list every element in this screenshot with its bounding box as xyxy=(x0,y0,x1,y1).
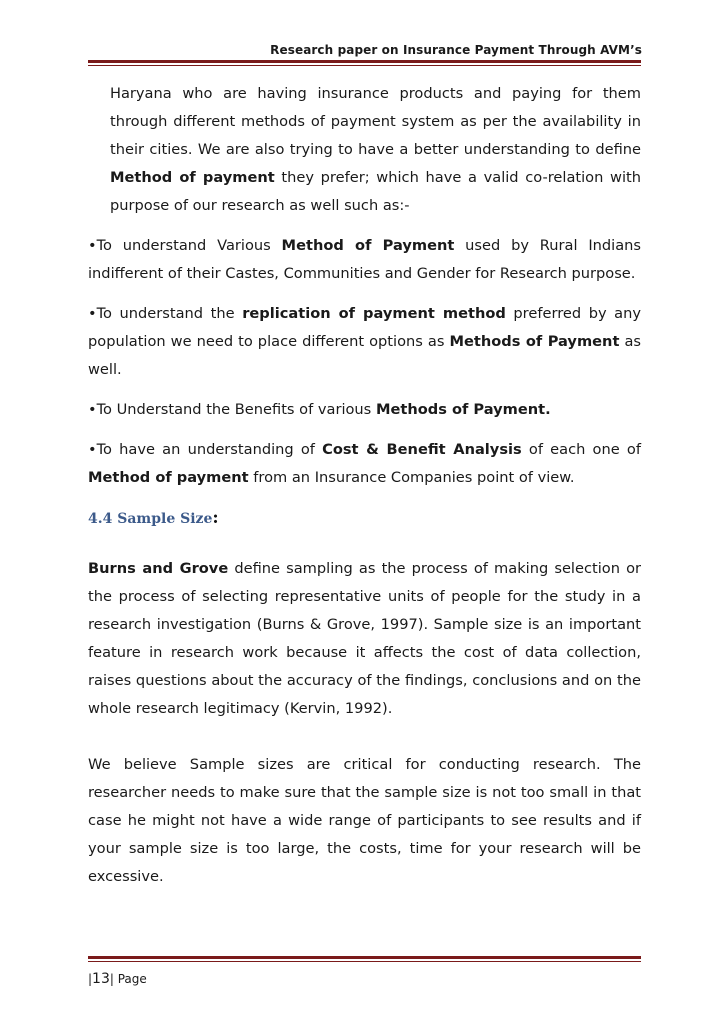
header-rule xyxy=(88,60,641,66)
sample-size-paragraph-2: We believe Sample sizes are critical for conducting research. The researcher needs to make sure that the sample size is not too small in that case he might not have a wide range of participants to see results and if your sample size is too large, the costs, time for your research will be excessive. xyxy=(88,756,641,885)
footer-rule xyxy=(88,956,641,962)
intro-text-1: Haryana who are having insurance products and paying for them through different methods of payment system as per the availability in their cities. We are also trying to have a better understanding to define xyxy=(110,85,641,158)
sample-size-paragraph-1 xyxy=(88,555,641,723)
section-colon: : xyxy=(212,508,219,528)
bullet-3-bold: Methods of Payment. xyxy=(375,401,551,418)
page-body xyxy=(88,80,641,891)
bullet-4 xyxy=(88,436,641,492)
bullet-2-text-end: as well. xyxy=(88,333,641,378)
bullet-4-text-mid: of each one of xyxy=(521,441,641,458)
running-header: Research paper on Insurance Payment Through AVM’s xyxy=(270,43,642,57)
page-label: Page xyxy=(117,972,147,986)
bullet-1-text: •To understand Various xyxy=(88,237,282,254)
page-footer: |13| Page xyxy=(88,971,147,987)
intro-bold-term: Method of payment xyxy=(110,169,275,186)
intro-paragraph xyxy=(88,80,641,220)
section-heading xyxy=(88,504,641,533)
bullet-1-bold: Method of Payment xyxy=(281,237,455,254)
bullet-2-bold-1: replication of payment method xyxy=(242,305,506,322)
bullet-2-text: •To understand the xyxy=(88,305,243,322)
section-title: Sample Size xyxy=(117,511,213,527)
intro-text-2: they prefer; which have a valid co-relation with purpose of our research as well such as:- xyxy=(110,169,641,214)
bullet-4-bold-1: Cost & Benefit Analysis xyxy=(322,441,522,458)
para-1-text: define sampling as the process of making selection or the process of selecting representative units of people for the study in a research investigation (Burns & Grove, 1997). Sample size is an important feature in research work because it affects the cost of data collection, raises questions about the accuracy of the findings, conclusions and on the whole research legitimacy (Kervin, 1992). xyxy=(88,560,641,717)
section-number: 4.4 xyxy=(88,511,113,527)
page-number: 13 xyxy=(92,971,110,987)
bullet-3-text: •To Understand the Benefits of various xyxy=(88,401,376,418)
bullet-4-bold-2: Method of payment xyxy=(88,469,249,486)
bullet-4-text: •To have an understanding of xyxy=(88,441,323,458)
bullet-1-text-end: used by Rural Indians indifferent of their Castes, Communities and Gender for Research purpose. xyxy=(88,237,641,282)
bullet-2-text-mid: preferred by any population we need to place different options as xyxy=(88,305,642,350)
bullet-4-text-end: from an Insurance Companies point of view. xyxy=(248,469,575,486)
bullet-3 xyxy=(88,396,641,424)
bullet-2-bold-2: Methods of Payment xyxy=(449,333,620,350)
bullet-2 xyxy=(88,300,641,384)
para-1-bold: Burns and Grove xyxy=(88,560,229,577)
bullet-1 xyxy=(88,232,641,288)
